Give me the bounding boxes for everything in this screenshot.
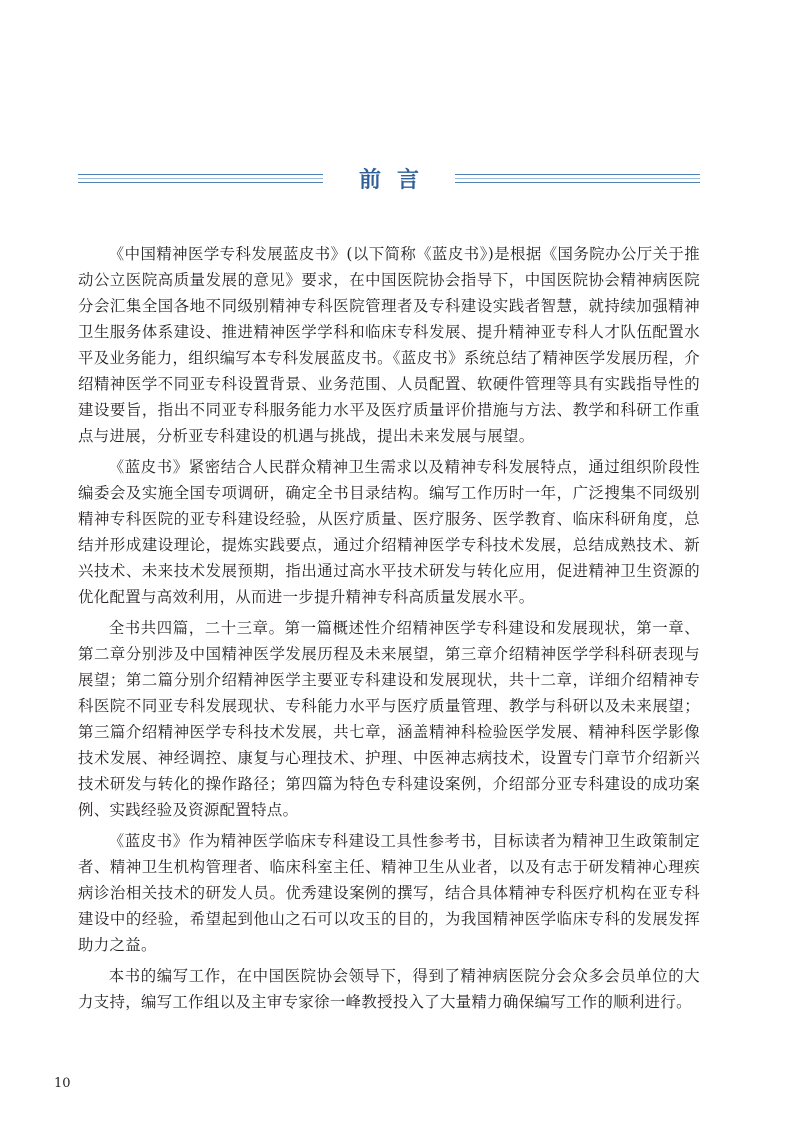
page-title: 前言 — [358, 168, 435, 193]
decorative-rule-right — [455, 174, 700, 183]
page-number: 10 — [54, 1076, 71, 1091]
paragraph-intro: 《中国精神医学专科发展蓝皮书》(以下简称《蓝皮书》)是根据《国务院办公厅关于推动公立医院高质量发展的意见》要求，在中国医院协会指导下，中国医院协会精神病医院分会汇集全国各地不同级别精神专科医院管理者及专科建设实践者智慧，就持续加强精神卫生服务体系建设、推进精神医学学科和临床专科发展、提升精神亚专科人才队伍配置水平及业务能力，组织编写本专科发展蓝皮书。《蓝皮书》系统总结了精神医学发展历程，介绍精神医学不同亚专科设置背景、业务范围、人员配置、软硬件管理等具有实践指导性的建设要旨，指出不同亚专科服务能力水平及医疗质量评价措施与方法、教学和科研工作重点与进展，分析亚专科建设的机遇与挑战，提出未来发展与展望。 — [78, 245, 700, 445]
chapter-header — [78, 160, 700, 200]
paragraph-method: 《蓝皮书》紧密结合人民群众精神卫生需求以及精神专科发展特点，通过组织阶段性编委会及实施全国专项调研，确定全书目录结构。编写工作历时一年，广泛搜集不同级别精神专科医院的亚专科建设经验，从医疗质量、医疗服务、医学教育、临床科研角度，总结并形成建设理论，提炼实践要点，通过介绍精神医学专科技术发展，总结成熟技术、新兴技术、未来技术发展预期，指出通过高水平技术研发与转化应用，促进精神卫生资源的优化配置与高效利用，从而进一步提升精神专科高质量发展水平。 — [78, 458, 700, 606]
paragraph-acknowledgement: 本书的编写工作，在中国医院协会领导下，得到了精神病医院分会众多会员单位的大力支持，编写工作组以及主审专家徐一峰教授投入了大量精力确保编写工作的顺利进行。 — [78, 967, 700, 1011]
preface-body — [78, 241, 700, 1020]
paragraph-audience: 《蓝皮书》作为精神医学临床专科建设工具性参考书，目标读者为精神卫生政策制定者、精神卫生机构管理者、临床科室主任、精神卫生从业者，以及有志于研发精神心理疾病诊治相关技术的研发人员。优秀建设案例的撰写，结合具体精神专科医疗机构在亚专科建设中的经验，希望起到他山之石可以攻玉的目的，为我国精神医学临床专科的发展发挥助力之益。 — [78, 832, 700, 954]
paragraph-structure: 全书共四篇，二十三章。第一篇概述性介绍精神医学专科建设和发展现状，第一章、第二章分别涉及中国精神医学发展历程及未来展望，第三章介绍精神医学学科科研表现与展望；第二篇分别介绍精神医学主要亚专科建设和发展现状，共十二章，详细介绍精神专科医院不同亚专科发展现状、专科能力水平与医疗质量管理、教学与科研以及未来展望；第三篇介绍精神医学专科技术发展，共七章，涵盖精神科检验医学发展、精神科医学影像技术发展、神经调控、康复与心理技术、护理、中医神志病技术，设置专门章节介绍新兴技术研发与转化的操作路径；第四篇为特色专科建设案例，介绍部分亚专科建设的成功案例、实践经验及资源配置特点。 — [78, 619, 700, 819]
